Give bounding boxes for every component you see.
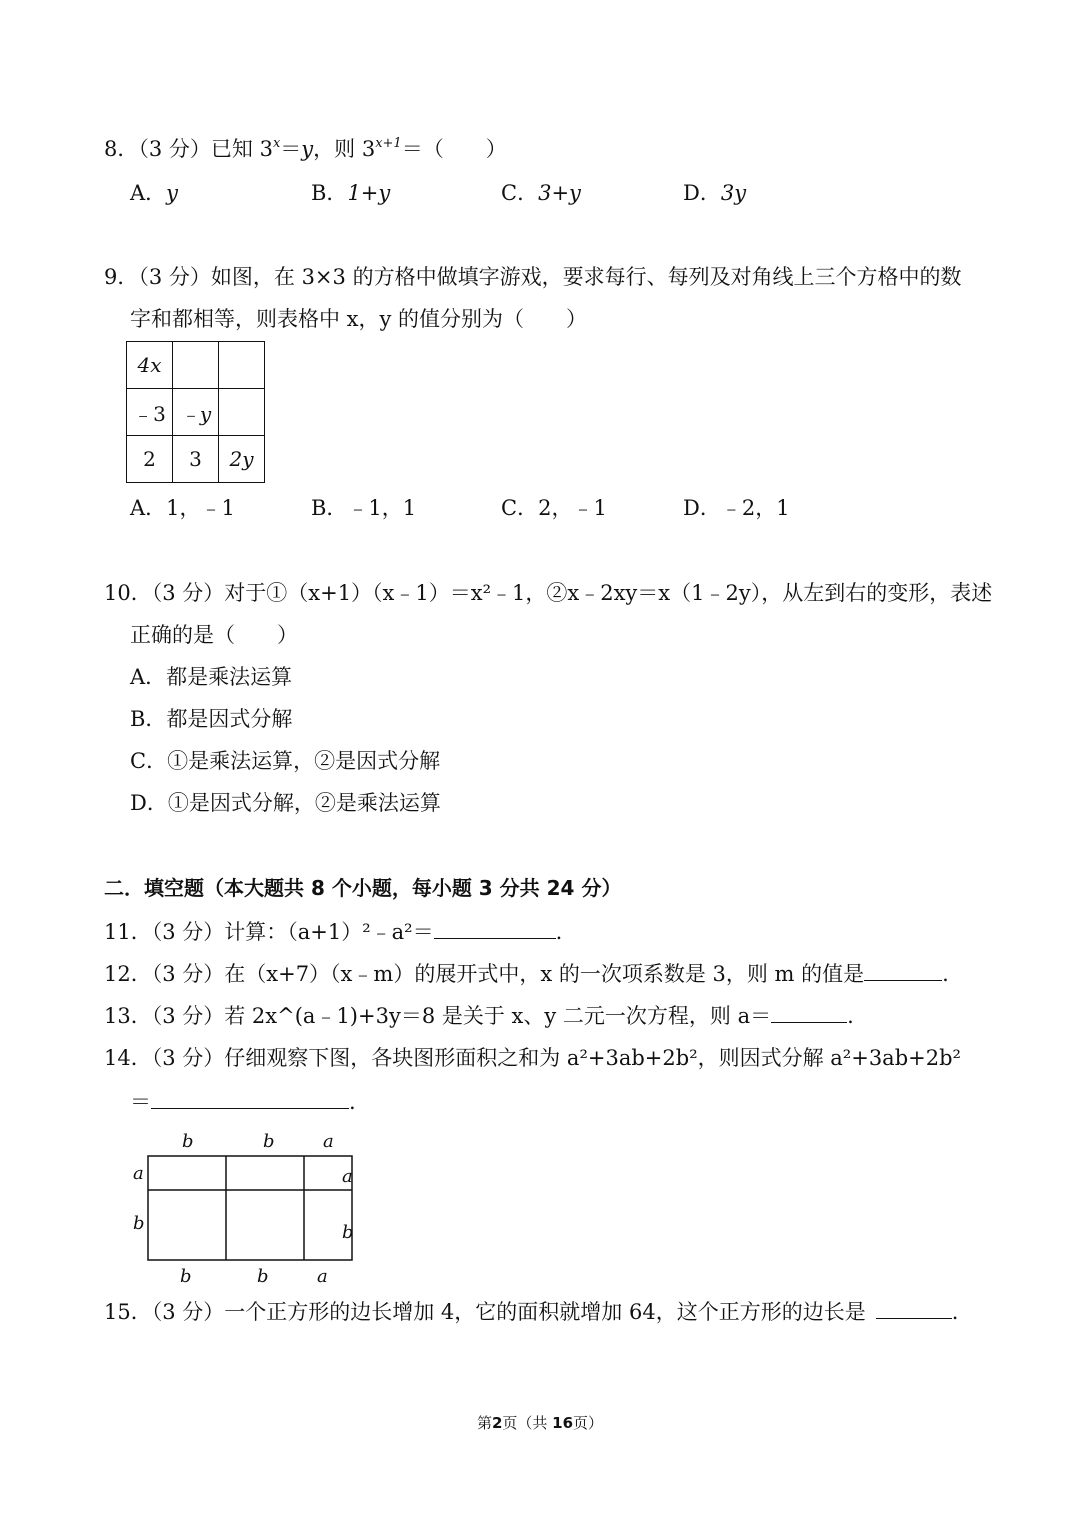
q8-exponent-x: x xyxy=(272,136,281,151)
q14-stem-line1: 14．（3 分）仔细观察下图，各块图形面积之和为 a²+3ab+2b²，则因式分解 a²+3ab+2b² xyxy=(104,1046,961,1070)
q9-option-d[interactable]: D．﹣2，1 xyxy=(683,496,790,520)
section-2-title: 二．填空题（本大题共 8 个小题，每小题 3 分共 24 分） xyxy=(104,876,622,900)
grid-cell xyxy=(219,389,265,436)
q8-equals: ＝ xyxy=(280,137,302,161)
figure-label-bottom-b1: b xyxy=(180,1266,192,1287)
figure-label-left-b: b xyxy=(133,1213,145,1234)
total-page-count: 16 xyxy=(552,1414,574,1432)
q12-text: 12．（3 分）在（x+7）（x﹣m）的展开式中，x 的一次项系数是 3，则 m 的值是 xyxy=(104,962,865,986)
q15: 15．（3 分）一个正方形的边长增加 4，它的面积就增加 64，这个正方形的边长是 . xyxy=(104,1300,959,1324)
figure-label-top-b1: b xyxy=(182,1131,194,1152)
page-footer: 第2页（共 16页） xyxy=(476,1414,604,1432)
q8-option-d[interactable]: D．3y xyxy=(683,181,747,205)
q9-stem-line1: 9．（3 分）如图，在 3×3 的方格中做填字游戏，要求每行、每列及对角线上三个方格中的数 xyxy=(104,265,962,289)
grid-cell: 3 xyxy=(173,436,219,483)
q8-stem-end: ＝（ ） xyxy=(401,137,507,161)
grid-cell: 4x xyxy=(127,342,173,389)
q11: 11．（3 分）计算：（a+1）²﹣a²＝ . xyxy=(104,920,563,944)
q8-stem xyxy=(104,137,507,162)
figure-label-right-b: b xyxy=(342,1222,354,1243)
q13: 13．（3 分）若 2x^(a﹣1)+3y＝8 是关于 x、y 二元一次方程，则 a＝ . xyxy=(104,1004,854,1028)
q10-option-b[interactable]: B．都是因式分解 xyxy=(130,707,293,731)
figure-label-left-a: a xyxy=(133,1163,144,1184)
q9-option-c[interactable]: C．2，﹣1 xyxy=(501,496,607,520)
figure-outer-rect xyxy=(148,1156,352,1260)
figure-label-right-a: a xyxy=(342,1166,353,1187)
figure-label-top-b2: b xyxy=(263,1131,275,1152)
q15-text: 15．（3 分）一个正方形的边长增加 4，它的面积就增加 64，这个正方形的边长是 xyxy=(104,1300,866,1324)
q8-option-b[interactable]: B．1+y xyxy=(311,181,391,205)
q10-stem-line1: 10．（3 分）对于①（x+1）（x﹣1）＝x²﹣1，②x﹣2xy＝x（1﹣2y），从左到右的变形，表述 xyxy=(104,581,993,605)
q10-option-c[interactable]: C．①是乘法运算，②是因式分解 xyxy=(130,749,441,773)
q9-magic-square xyxy=(126,341,265,483)
q15-answer-blank[interactable] xyxy=(876,1300,952,1319)
q10-option-a[interactable]: A．都是乘法运算 xyxy=(130,665,293,689)
q9-option-b[interactable]: B．﹣1，1 xyxy=(311,496,417,520)
q8-y: y xyxy=(301,137,314,161)
q11-text: 11．（3 分）计算：（a+1）²﹣a²＝ xyxy=(104,920,434,944)
q8-stem-prefix: 8．（3 分）已知 3 xyxy=(104,137,273,161)
q11-answer-blank[interactable] xyxy=(434,920,556,939)
q8-exponent-x-plus-1: x+1 xyxy=(375,136,402,151)
current-page-number: 2 xyxy=(491,1414,503,1432)
grid-cell: ﹣y xyxy=(173,389,219,436)
q12-answer-blank[interactable] xyxy=(864,962,942,981)
q13-text: 13．（3 分）若 2x^(a﹣1)+3y＝8 是关于 x、y 二元一次方程，则 a＝ xyxy=(104,1004,772,1028)
figure-label-bottom-b2: b xyxy=(257,1266,269,1287)
q8-option-a[interactable]: A．y xyxy=(130,181,179,205)
q13-answer-blank[interactable] xyxy=(771,1004,847,1023)
q10-option-d[interactable]: D．①是因式分解，②是乘法运算 xyxy=(130,791,441,815)
q12: 12．（3 分）在（x+7）（x﹣m）的展开式中，x 的一次项系数是 3，则 m 的值是 . xyxy=(104,962,949,986)
q9-stem-line2: 字和都相等，则表格中 x，y 的值分别为（ ） xyxy=(130,307,588,331)
grid-cell: ﹣3 xyxy=(127,389,173,436)
q10-stem-line2: 正确的是（ ） xyxy=(130,623,298,647)
q8-stem-mid: ，则 3 xyxy=(313,137,376,161)
grid-cell xyxy=(173,342,219,389)
figure-label-bottom-a: a xyxy=(317,1266,328,1287)
grid-cell: 2y xyxy=(219,436,265,483)
q8-option-c[interactable]: C．3+y xyxy=(501,181,581,205)
figure-label-top-a: a xyxy=(323,1131,334,1152)
q14-stem-line2: ＝ . xyxy=(130,1090,356,1114)
grid-cell: 2 xyxy=(127,436,173,483)
grid-cell xyxy=(219,342,265,389)
q14-area-figure xyxy=(120,1125,370,1290)
q14-answer-blank[interactable] xyxy=(151,1090,349,1109)
q9-option-a[interactable]: A．1，﹣1 xyxy=(130,496,235,520)
